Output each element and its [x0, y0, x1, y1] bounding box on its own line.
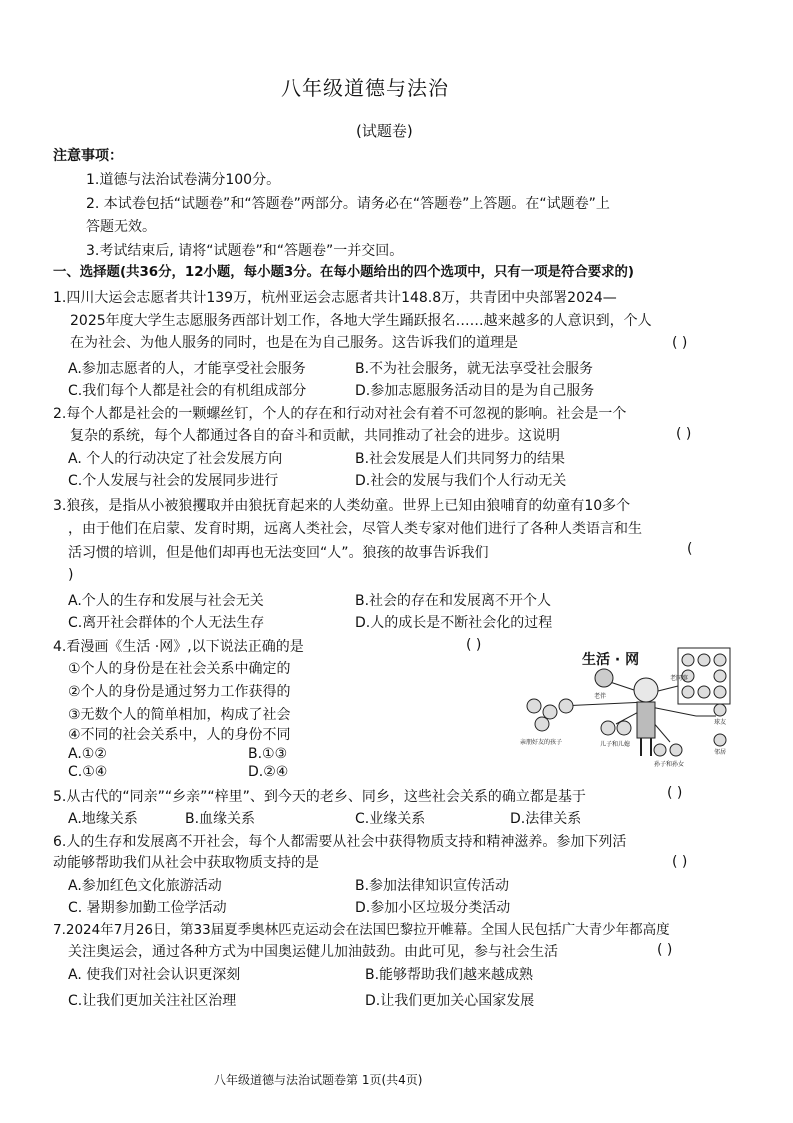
section-heading: 一、选择题(共36分，12小题，每小题3分。在每小题给出的四个选项中，只有一项是符合要求的) [53, 265, 635, 280]
spouse-figure [595, 669, 613, 687]
note-item-continuation: 答题无效。 [86, 219, 156, 235]
page-footer: 八年级道德与法治试题卷第 1页(共4页) [214, 1073, 423, 1087]
old-man-figure [634, 678, 658, 756]
label-spouse: 老伴 [594, 693, 607, 700]
label-son-daughter-in-law: 儿子和儿媳 [600, 741, 631, 748]
option-d: D.②④ [248, 764, 289, 780]
answer-bracket: ( ) [657, 942, 673, 958]
option-a: A.①② [68, 746, 107, 762]
option-a: A.参加志愿者的人，才能享受社会服务 [68, 361, 306, 377]
option-b: B.①③ [248, 746, 288, 762]
answer-bracket-close: ) [68, 567, 74, 583]
option-d: D.人的成长是不断社会化的过程 [355, 615, 553, 631]
notes-heading: 注意事项： [53, 148, 123, 164]
option-a: A. 个人的行动决定了社会发展方向 [68, 451, 283, 467]
life-network-cartoon [520, 644, 732, 776]
statement-item: ③无数个人的简单相加，构成了社会 [68, 707, 291, 723]
note-item: 1.道德与法治试卷满分100分。 [86, 172, 281, 188]
option-c: C.①④ [68, 764, 108, 780]
option-d: D.参加小区垃圾分类活动 [355, 900, 511, 916]
son-and-daughter-in-law-figures [601, 721, 631, 735]
question-1-line: 在为社会、为他人服务的同时，也是在为自己服务。这告诉我们的道理是 [70, 335, 518, 351]
option-d: D.参加志愿服务活动目的是为自己服务 [355, 383, 595, 399]
question-4-stem: 4.看漫画《生活 ·网》,以下说法正确的是 [53, 639, 304, 655]
option-b: B.社会发展是人们共同努力的结果 [355, 451, 566, 467]
question-2-line: 复杂的系统，每个人都通过各自的奋斗和贡献，共同推动了社会的进步。这说明 [70, 428, 560, 444]
statement-item: ①个人的身份是在社会关系中确定的 [68, 661, 291, 677]
question-1-line: 2025年度大学生志愿服务西部计划工作，各地大学生踊跃报名……越来越多的人意识到，个人 [70, 313, 652, 329]
option-d: D.法律关系 [510, 811, 582, 827]
question-5-stem: 5.从古代的“同亲”“乡亲”“梓里”、到今天的老乡、同乡，这些社会关系的确立都是基于 [53, 789, 586, 805]
question-6-line: 动能够帮助我们从社会中获取物质支持的是 [53, 855, 319, 871]
answer-bracket: ( ) [667, 785, 683, 801]
answer-bracket: ( ) [672, 854, 688, 870]
answer-bracket: ( ) [672, 335, 688, 351]
option-c: C.我们每个人都是社会的有机组成部分 [68, 383, 307, 399]
option-c: C.让我们更加关注社区治理 [68, 993, 237, 1009]
answer-bracket: ( ) [676, 426, 692, 442]
cartoon-illustration [520, 644, 732, 776]
option-a: A. 使我们对社会认识更深刻 [68, 967, 241, 983]
option-b: B.不为社会服务，就无法享受社会服务 [355, 361, 594, 377]
question-1-line: 1.四川大运会志愿者共计139万，杭州亚运会志愿者共计148.8万，共青团中央部署2024— [53, 290, 617, 306]
statement-item: ④不同的社会关系中，人的身份不同 [68, 727, 291, 743]
question-6-line: 6.人的生存和发展离不开社会，每个人都需要从社会中获得物质支持和精神滋养。参加下列活 [53, 834, 627, 850]
option-a: A.地缘关系 [68, 811, 138, 827]
question-3-line: ，由于他们在启蒙、发育时期，远离人类社会，尽管人类专家对他们进行了各种人类语言和生 [68, 521, 642, 537]
label-friends-children: 亲朋好友的孩子 [520, 739, 563, 746]
option-c: C. 暑期参加勤工俭学活动 [68, 900, 227, 916]
option-b: B.参加法律知识宣传活动 [355, 878, 510, 894]
option-b: B.血缘关系 [185, 811, 256, 827]
label-colleagues: 老同事 [670, 675, 689, 682]
option-c: C.个人发展与社会的发展同步进行 [68, 473, 279, 489]
grandchildren-figures [654, 744, 682, 756]
page-title: 八年级道德与法治 [281, 76, 449, 100]
question-3-line: 3.狼孩，是指从小被狼攫取并由狼抚育起来的人类幼童。世界上已知由狼哺育的幼童有10多个 [53, 498, 631, 514]
statement-item: ②个人的身份是通过努力工作获得的 [68, 684, 291, 700]
option-c: C.业缘关系 [355, 811, 426, 827]
label-neighbors: 邻居 [714, 749, 727, 756]
answer-bracket: ( ) [466, 637, 482, 653]
question-3-line: 活习惯的培训，但是他们却再也无法变回“人”。狼孩的故事告诉我们 [68, 545, 489, 561]
option-d: D.社会的发展与我们个人行动无关 [355, 473, 567, 489]
colleagues-figures [682, 654, 726, 698]
option-b: B.能够帮助我们越来越成熟 [365, 967, 534, 983]
cartoon-title: 生活 · 网 [582, 652, 640, 668]
question-7-line: 关注奥运会，通过各种方式为中国奥运健儿加油鼓劲。由此可见，参与社会生活 [68, 944, 558, 960]
question-7-line: 7.2024年7月26日，第33届夏季奥林匹克运动会在法国巴黎拉开帷幕。全国人民包括广大青少年都高度 [53, 922, 670, 938]
option-a: A.参加红色文化旅游活动 [68, 878, 222, 894]
note-item: 2. 本试卷包括“试题卷”和“答题卷”两部分。请务必在“答题卷”上答题。在“试题卷”上 [86, 196, 610, 212]
label-ball-friends: 球友 [714, 719, 727, 726]
label-grandchildren: 孙子和孙女 [654, 761, 685, 768]
question-2-line: 2.每个人都是社会的一颗螺丝钉，个人的存在和行动对社会有着不可忽视的影响。社会是一个 [53, 406, 627, 422]
option-a: A.个人的生存和发展与社会无关 [68, 593, 264, 609]
note-item: 3.考试结束后, 请将“试题卷”和“答题卷”一并交回。 [86, 243, 404, 259]
page-subtitle: (试题卷) [356, 122, 413, 140]
option-d: D.让我们更加关心国家发展 [365, 993, 535, 1009]
option-b: B.社会的存在和发展离不开个人 [355, 593, 552, 609]
option-c: C.离开社会群体的个人无法生存 [68, 615, 265, 631]
answer-bracket-open: ( [687, 541, 693, 557]
friends-children-figures [527, 699, 573, 731]
